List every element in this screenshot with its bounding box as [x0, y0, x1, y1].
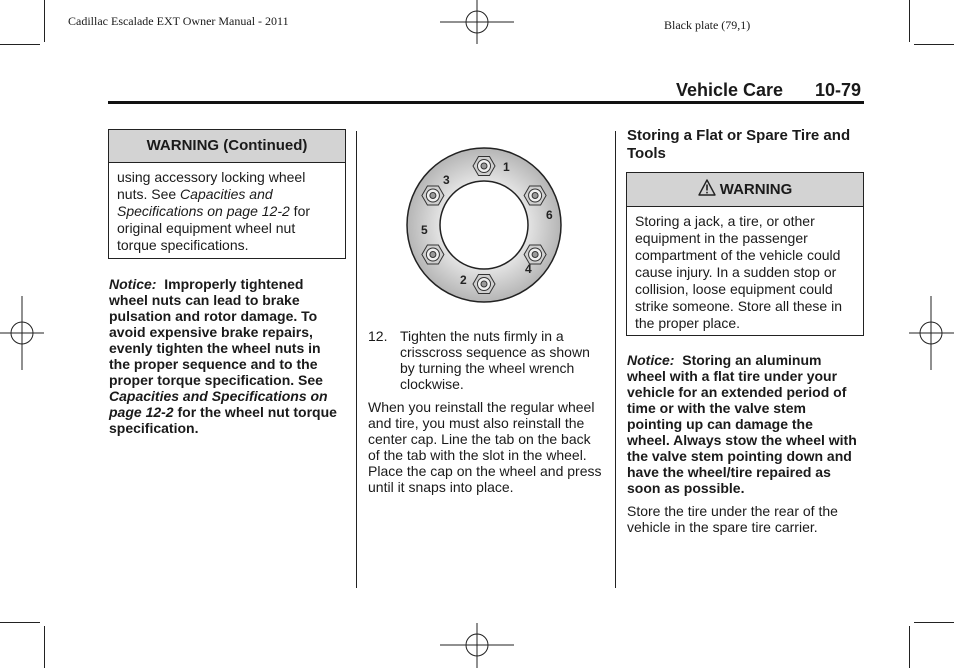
- lug-label: 1: [503, 160, 510, 174]
- lug-stud: [430, 252, 436, 258]
- storage-paragraph: Store the tire under the rear of the vehicle in the spare tire carrier.: [627, 503, 838, 535]
- warning-triangle-icon: [698, 179, 716, 196]
- lug-label: 4: [525, 262, 532, 276]
- plate-label: Black plate (79,1): [664, 18, 751, 32]
- warning-title: WARNING (Continued): [109, 130, 345, 163]
- warning-box-continued: [108, 129, 346, 259]
- warning-reference-link[interactable]: Capacities and Specifications on page 12-2: [117, 186, 290, 219]
- column-divider: [356, 131, 357, 588]
- warning-header: [627, 173, 863, 207]
- center-hole: [440, 181, 528, 269]
- wheel-nut-sequence-diagram: [402, 143, 567, 308]
- notice-label: Notice:: [109, 276, 157, 292]
- manual-title: Cadillac Escalade EXT Owner Manual - 2011: [68, 14, 289, 28]
- page-number: 10-79: [815, 80, 862, 100]
- lug-stud: [481, 281, 487, 287]
- lug-label: 5: [421, 223, 428, 237]
- notice-paragraph: [109, 276, 341, 436]
- lug-label: 3: [443, 173, 450, 187]
- notice-text: Improperly tightened wheel nuts can lead to brake pulsation and rotor damage. To avoid expensive brake repairs, evenly tighten the wheel nuts in the proper sequence and to the proper torque specification. See: [109, 276, 323, 388]
- column-divider: [615, 131, 616, 588]
- lug-stud: [430, 193, 436, 199]
- section-heading: Storing a Flat or Spare Tire and Tools: [627, 127, 851, 162]
- warning-text: for original equipment wheel nut torque specifications.: [117, 203, 311, 253]
- lug-label: 6: [546, 208, 553, 222]
- lug-stud: [532, 252, 538, 258]
- notice-text: for the wheel nut torque specification.: [109, 404, 337, 436]
- notice-text: Storing an aluminum wheel with a flat tire under your vehicle for an extended period of time or with the valve stem pointing up can damage the wheel. Always stow the wheel with the valve stem pointing down and have the wheel/tire repaired as soon as possible.: [627, 352, 857, 496]
- reinstall-paragraph: When you reinstall the regular wheel and tire, you must also reinstall the center cap. Line the tab on the back of the tab with the slot in the wheel. Place the cap on the wheel and press until it snaps into place.: [368, 399, 602, 495]
- step-text: Tighten the nuts firmly in a crisscross sequence as shown by turning the wheel wrench clockwise.: [400, 328, 590, 392]
- section-title: Vehicle Care: [676, 80, 784, 100]
- notice-reference-link[interactable]: Capacities and Specifications on page 12-2: [109, 388, 328, 420]
- lug-stud: [532, 193, 538, 199]
- header-rule: [108, 101, 864, 104]
- notice-label: Notice:: [627, 352, 675, 368]
- warning-text: using accessory locking wheel nuts. See: [117, 169, 306, 202]
- warning-body: Storing a jack, a tire, or other equipment in the passenger compartment of the vehicle could cause injury. In a sudden stop or collision, loose equipment could strike someone. Store all these in the proper place.: [635, 213, 842, 331]
- step-number: 12.: [368, 328, 388, 344]
- warning-box: [626, 172, 864, 336]
- notice-paragraph: [627, 352, 859, 496]
- warning-title: WARNING: [719, 181, 793, 198]
- lug-stud: [481, 163, 487, 169]
- warning-body: [109, 163, 345, 260]
- lug-label: 2: [460, 273, 467, 287]
